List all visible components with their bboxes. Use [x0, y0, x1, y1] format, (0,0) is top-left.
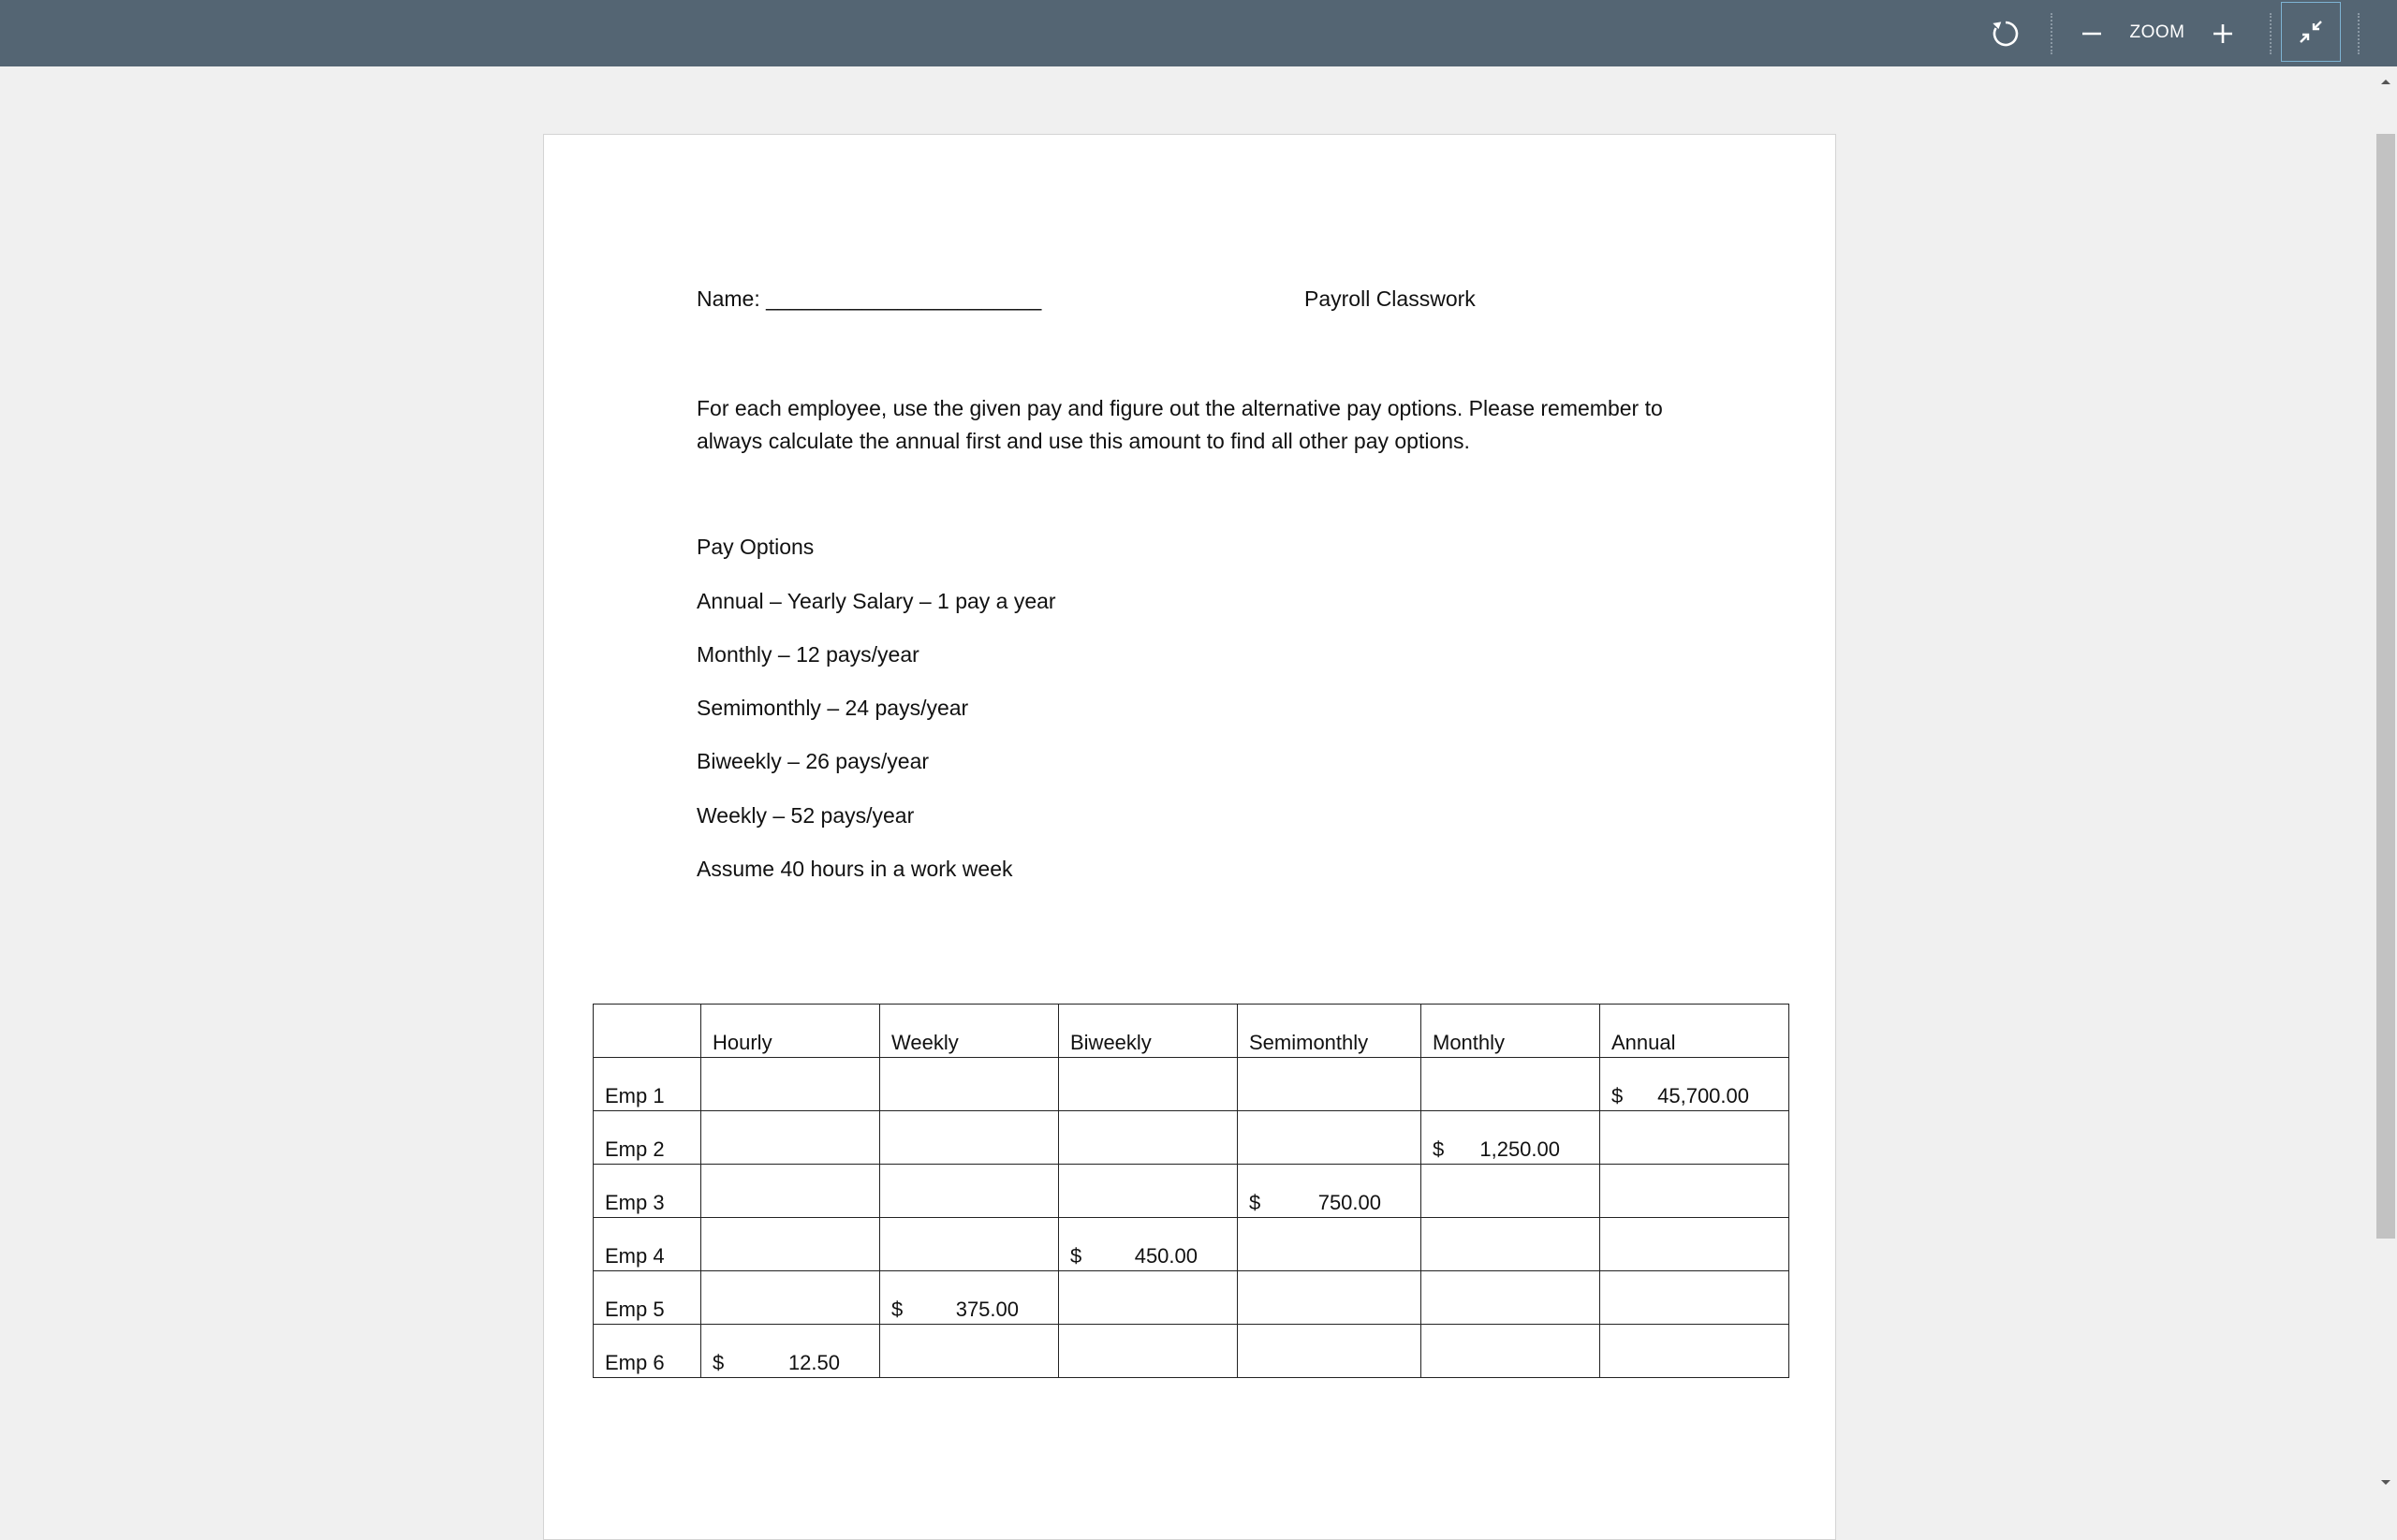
document-title: Payroll Classwork — [1304, 286, 1476, 311]
pay-option-item: Biweekly – 26 pays/year — [697, 749, 930, 773]
scroll-down-button[interactable] — [2375, 1472, 2397, 1494]
vertical-scrollbar[interactable] — [2375, 66, 2397, 1498]
document-page — [543, 134, 1836, 1540]
pay-cell[interactable] — [1600, 1325, 1789, 1378]
employee-label: Emp 1 — [594, 1058, 701, 1111]
employee-label: Emp 4 — [594, 1218, 701, 1271]
table-header-cell: Weekly — [880, 1005, 1059, 1058]
currency-symbol: $ — [1249, 1191, 1261, 1214]
pay-option-item: Annual – Yearly Salary – 1 pay a year — [697, 589, 1056, 613]
table-row — [594, 1218, 1789, 1271]
pay-cell[interactable] — [1059, 1111, 1238, 1165]
pay-cell[interactable] — [880, 1058, 1059, 1111]
pay-amount — [713, 1351, 868, 1375]
refresh-button[interactable] — [1978, 7, 2034, 59]
zoom-out-button[interactable] — [2064, 7, 2120, 59]
pay-options-heading: Pay Options — [697, 535, 815, 559]
pay-cell[interactable] — [701, 1218, 880, 1271]
table-header-cell: Monthly — [1421, 1005, 1600, 1058]
employee-label: Emp 3 — [594, 1165, 701, 1218]
pay-option-item: Assume 40 hours in a work week — [697, 857, 1013, 881]
pay-cell[interactable] — [1059, 1165, 1238, 1218]
toolbar-separator — [2358, 13, 2360, 54]
pay-cell[interactable] — [1059, 1325, 1238, 1378]
table-header-cell: Semimonthly — [1238, 1005, 1421, 1058]
pay-cell[interactable] — [1421, 1218, 1600, 1271]
name-field-label: Name: _______________________ — [697, 286, 1042, 311]
pay-amount — [1070, 1244, 1226, 1269]
pay-cell[interactable] — [1421, 1111, 1600, 1165]
pay-cell[interactable] — [1059, 1218, 1238, 1271]
pay-cell[interactable] — [1238, 1165, 1421, 1218]
pay-cell[interactable] — [1600, 1218, 1789, 1271]
pay-value: 45,700.00 — [1657, 1084, 1749, 1107]
scroll-up-button[interactable] — [2375, 70, 2397, 93]
pay-value: 12.50 — [787, 1351, 840, 1374]
pay-amount — [1433, 1137, 1588, 1162]
toolbar-separator — [2270, 13, 2272, 54]
pay-cell[interactable] — [1421, 1058, 1600, 1111]
currency-symbol: $ — [713, 1351, 725, 1374]
pay-amount — [891, 1298, 1047, 1322]
pay-cell[interactable] — [1059, 1058, 1238, 1111]
table-row — [594, 1058, 1789, 1111]
table-header-cell — [594, 1005, 701, 1058]
pay-cell[interactable] — [1238, 1058, 1421, 1111]
pay-cell[interactable] — [1059, 1271, 1238, 1325]
caret-down-icon — [2380, 1479, 2391, 1487]
zoom-label: ZOOM — [2129, 22, 2185, 42]
pay-cell[interactable] — [1238, 1111, 1421, 1165]
pay-cell[interactable] — [880, 1165, 1059, 1218]
employee-label: Emp 6 — [594, 1325, 701, 1378]
pay-cell[interactable] — [880, 1271, 1059, 1325]
pay-option-item: Monthly – 12 pays/year — [697, 642, 919, 667]
currency-symbol: $ — [891, 1298, 904, 1321]
pay-cell[interactable] — [880, 1111, 1059, 1165]
pay-cell[interactable] — [701, 1271, 880, 1325]
pay-cell[interactable] — [1600, 1058, 1789, 1111]
table-row — [594, 1271, 1789, 1325]
pay-value: 450.00 — [1134, 1244, 1198, 1268]
pay-cell[interactable] — [880, 1325, 1059, 1378]
table-header-cell: Annual — [1600, 1005, 1789, 1058]
table-row — [594, 1325, 1789, 1378]
table-row — [594, 1111, 1789, 1165]
table-header-row — [594, 1005, 1789, 1058]
pay-cell[interactable] — [1238, 1218, 1421, 1271]
toolbar-separator — [2051, 13, 2052, 54]
pay-value: 750.00 — [1317, 1191, 1381, 1214]
table-header-cell: Biweekly — [1059, 1005, 1238, 1058]
pay-cell[interactable] — [1238, 1271, 1421, 1325]
table-header-cell: Hourly — [701, 1005, 880, 1058]
pay-value: 1,250.00 — [1479, 1137, 1560, 1161]
table-row — [594, 1165, 1789, 1218]
toolbar — [0, 0, 2397, 66]
pay-cell[interactable] — [880, 1218, 1059, 1271]
currency-symbol: $ — [1070, 1244, 1082, 1268]
plus-icon — [2210, 21, 2236, 47]
pay-cell[interactable] — [1600, 1165, 1789, 1218]
scrollbar-thumb[interactable] — [2376, 134, 2395, 1239]
pay-cell[interactable] — [701, 1058, 880, 1111]
employee-label: Emp 5 — [594, 1271, 701, 1325]
employee-label: Emp 2 — [594, 1111, 701, 1165]
pay-option-item: Semimonthly – 24 pays/year — [697, 696, 969, 720]
pay-cell[interactable] — [1421, 1325, 1600, 1378]
pay-value: 375.00 — [955, 1298, 1019, 1321]
pay-option-item: Weekly – 52 pays/year — [697, 803, 915, 828]
instructions-paragraph: For each employee, use the given pay and figure out the alternative pay options. Please remember to always calculate the annual first and use this amount to find all other pay options. — [697, 396, 1663, 453]
zoom-in-button[interactable] — [2195, 7, 2251, 59]
pay-amount — [1611, 1084, 1777, 1108]
shrink-icon — [2297, 18, 2325, 46]
pay-cell[interactable] — [1238, 1325, 1421, 1378]
payroll-table — [593, 1004, 1789, 1378]
refresh-icon — [1990, 18, 2022, 50]
pay-cell[interactable] — [1421, 1165, 1600, 1218]
minus-icon — [2079, 21, 2105, 47]
pay-cell[interactable] — [1421, 1271, 1600, 1325]
currency-symbol: $ — [1433, 1137, 1445, 1161]
pay-cell[interactable] — [701, 1165, 880, 1218]
currency-symbol: $ — [1611, 1084, 1624, 1107]
pay-amount — [1249, 1191, 1409, 1215]
pay-cell[interactable] — [1600, 1271, 1789, 1325]
caret-up-icon — [2380, 78, 2391, 85]
pay-cell[interactable] — [1600, 1111, 1789, 1165]
pay-cell[interactable] — [701, 1325, 880, 1378]
pay-cell[interactable] — [701, 1111, 880, 1165]
exit-fullscreen-button[interactable] — [2281, 2, 2341, 62]
